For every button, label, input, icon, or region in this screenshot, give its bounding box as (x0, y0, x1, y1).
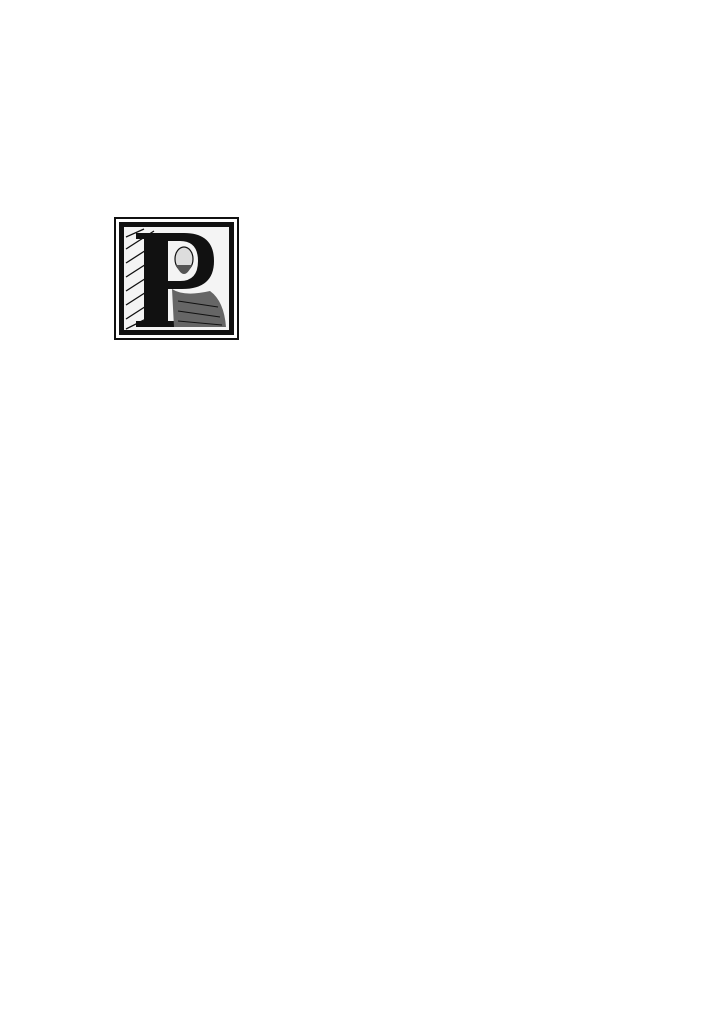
ornamental-headpiece (110, 70, 522, 128)
decorated-initial-p-woodcut (114, 217, 239, 340)
chapter-title-line2 (110, 170, 522, 209)
